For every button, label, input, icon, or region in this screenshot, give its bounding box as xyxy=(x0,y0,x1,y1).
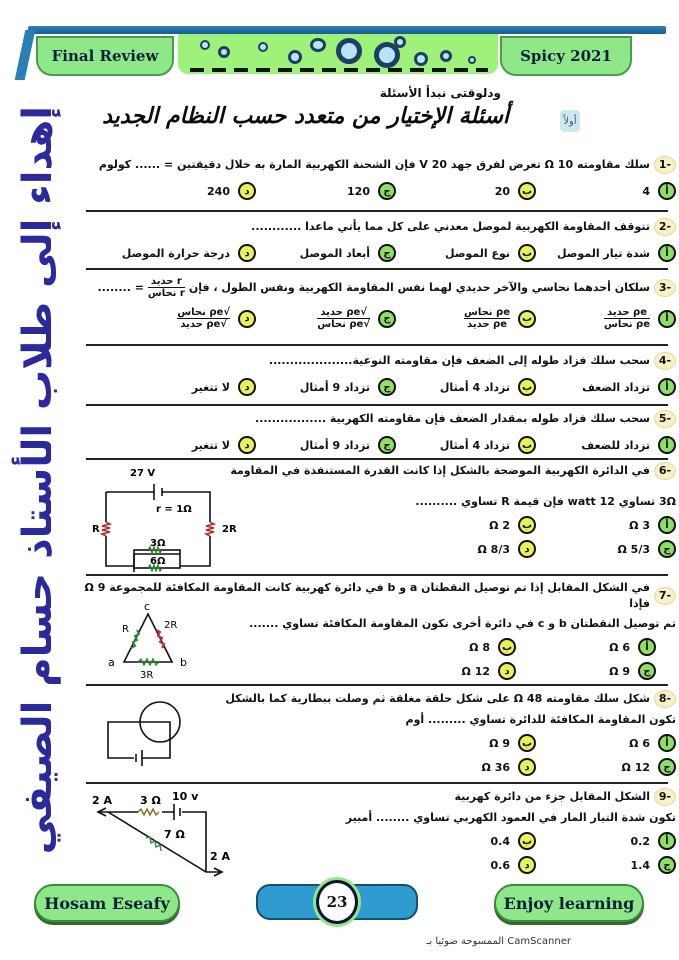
fraction-den: √ρe حديد xyxy=(180,319,227,330)
option-d[interactable] xyxy=(116,307,256,330)
option-bubble-d: د xyxy=(238,310,256,328)
question-number: -6 xyxy=(654,462,676,480)
option-label: لا تتغير xyxy=(191,380,230,394)
option-bubble-b: ب xyxy=(518,244,536,262)
fraction-den: ρe حديد xyxy=(467,319,507,330)
question-text: تتوقف المقاومة الكهربية لموصل معدني على كل مما يأتي ماعدا ............ xyxy=(251,220,650,233)
fraction-den: ρe نحاس xyxy=(604,319,650,330)
option-bubble-d: د xyxy=(518,856,536,874)
fraction-num: ρe نحاس xyxy=(464,307,510,318)
svg-text:2R: 2R xyxy=(164,620,178,631)
option-d[interactable] xyxy=(116,436,256,454)
option-bubble-a: أ xyxy=(658,310,676,328)
option-label: شدة تيار الموصل xyxy=(556,246,650,260)
question-number: -9 xyxy=(654,788,676,806)
question-subtext: 3Ω تساوي 12 watt فإن قيمة R تساوي .......... xyxy=(415,495,676,508)
scanner-watermark: الممسوحة ضوئيا بـ CamScanner xyxy=(426,936,571,947)
option-label: تزداد 9 أمثال xyxy=(299,438,370,452)
option-bubble-b: ب xyxy=(518,734,536,752)
svg-text:2 A: 2 A xyxy=(210,850,230,863)
option-label: 1.4 xyxy=(630,858,650,872)
option-bubble-a: أ xyxy=(658,832,676,850)
question-4 xyxy=(86,352,676,396)
option-label: 6 Ω xyxy=(629,736,650,750)
divider xyxy=(86,782,668,784)
question-text: شكل سلك مقاومته Ω 48 على شكل حلقة مغلقة ثم وصلت ببطارية كما بالشكل xyxy=(225,692,650,705)
ratio-fraction xyxy=(148,276,185,299)
svg-text:c: c xyxy=(144,600,151,613)
partial-circuit-diagram xyxy=(92,790,232,880)
option-label: 0.2 xyxy=(630,834,650,848)
option-bubble-a: أ xyxy=(658,378,676,396)
option-label: 4 xyxy=(642,184,650,198)
option-b[interactable] xyxy=(396,516,536,534)
dashed-line xyxy=(190,68,488,72)
option-label: 12 Ω xyxy=(461,664,490,678)
option-label: 8 Ω xyxy=(469,640,490,654)
option-b[interactable] xyxy=(396,436,536,454)
option-a[interactable] xyxy=(516,638,656,656)
ring-decoration xyxy=(218,46,230,58)
option-fraction xyxy=(464,307,510,330)
question-2 xyxy=(86,218,676,262)
divider xyxy=(86,684,668,686)
option-bubble-d: د xyxy=(518,540,536,558)
option-fraction xyxy=(317,307,370,330)
option-a[interactable] xyxy=(536,734,676,752)
option-bubble-b: ب xyxy=(518,310,536,328)
option-bubble-c: ج xyxy=(378,182,396,200)
option-label: 6 Ω xyxy=(609,640,630,654)
option-bubble-a: أ xyxy=(658,516,676,534)
option-label: درجة حرارة الموصل xyxy=(121,246,230,260)
ring-decoration xyxy=(440,50,452,62)
option-a[interactable] xyxy=(536,436,676,454)
ratio-suffix: = ........ xyxy=(97,280,144,294)
question-3 xyxy=(86,276,676,330)
option-label: 240 xyxy=(207,184,230,198)
divider xyxy=(86,404,668,406)
question-number: -7 xyxy=(654,587,676,605)
decorative-band xyxy=(178,34,498,74)
option-bubble-d: د xyxy=(238,436,256,454)
fraction-num: √ρe حديد xyxy=(320,307,367,318)
option-a[interactable] xyxy=(536,516,676,534)
option-label: نوع الموصل xyxy=(445,246,510,260)
option-c[interactable] xyxy=(536,856,676,874)
ring-battery-diagram xyxy=(100,694,200,774)
ring-decoration xyxy=(394,36,406,48)
ring-decoration xyxy=(200,40,210,50)
question-number: -8 xyxy=(654,690,676,708)
question-number: -1 xyxy=(654,156,676,174)
ring-decoration xyxy=(288,50,302,64)
option-a[interactable] xyxy=(536,307,676,330)
question-number: -2 xyxy=(654,218,676,236)
option-label: 2 Ω xyxy=(489,518,510,532)
option-bubble-c: ج xyxy=(378,244,396,262)
option-bubble-b: ب xyxy=(518,182,536,200)
svg-text:7 Ω: 7 Ω xyxy=(164,828,185,841)
fraction-den: r نحاس xyxy=(147,288,185,299)
option-label: 36 Ω xyxy=(481,760,510,774)
option-bubble-c: ج xyxy=(658,540,676,558)
option-a[interactable] xyxy=(536,244,676,262)
option-d[interactable] xyxy=(116,244,256,262)
question-subtext: تكون المقاومة المكافئة للدائرة تساوي ......... أوم xyxy=(405,713,676,726)
svg-text:3Ω: 3Ω xyxy=(150,538,166,549)
option-c[interactable] xyxy=(256,182,396,200)
option-label: 0.6 xyxy=(490,858,510,872)
option-d[interactable] xyxy=(396,758,536,776)
option-d[interactable] xyxy=(116,378,256,396)
option-bubble-d: د xyxy=(238,182,256,200)
option-bubble-c: ج xyxy=(638,662,656,680)
divider xyxy=(86,574,668,576)
option-b[interactable] xyxy=(396,182,536,200)
ring-decoration xyxy=(310,38,326,52)
page-number: 23 xyxy=(316,880,358,924)
option-label: 20 xyxy=(494,184,510,198)
option-label: 5/3 Ω xyxy=(617,542,650,556)
ring-decoration xyxy=(336,38,362,64)
question-text: سلكان أحدهما نحاسي والآخر حديدي لهما نفس المقاومة الكهربية ونفس الطول ، فإن xyxy=(188,280,650,294)
option-fraction xyxy=(604,307,650,330)
svg-text:b: b xyxy=(180,656,187,669)
question-number: -3 xyxy=(654,279,676,297)
author-label: Hosam Eseafy xyxy=(34,884,180,922)
option-c[interactable] xyxy=(536,758,676,776)
question-subtext: تكون شدة التيار المار في العمود الكهربي تساوي ........ أمبير xyxy=(345,811,676,824)
option-bubble-a: أ xyxy=(658,182,676,200)
option-d[interactable] xyxy=(376,662,516,680)
question-5 xyxy=(86,410,676,454)
option-label: تزداد للضعف xyxy=(581,438,650,452)
option-label: تزداد 4 أمثال xyxy=(439,380,510,394)
intro-text: ودلوقتى نبدأ الأسئلة xyxy=(379,86,501,100)
fraction-num: r حديد xyxy=(150,276,182,287)
triangle-resistor-diagram xyxy=(98,598,208,682)
header-top-rule xyxy=(28,26,666,34)
side-dedication xyxy=(8,90,68,870)
header-rule-tip xyxy=(15,30,36,80)
enjoy-learning-label: Enjoy learning xyxy=(494,884,644,922)
option-label: 3 Ω xyxy=(629,518,650,532)
option-label: 8/3 Ω xyxy=(477,542,510,556)
option-label: 12 Ω xyxy=(621,760,650,774)
option-bubble-b: ب xyxy=(518,436,536,454)
question-1 xyxy=(86,156,676,200)
option-d[interactable] xyxy=(116,182,256,200)
option-bubble-a: أ xyxy=(658,436,676,454)
divider xyxy=(86,458,668,460)
emf-label: 27 V xyxy=(130,468,156,479)
option-d[interactable] xyxy=(396,856,536,874)
option-bubble-d: د xyxy=(238,244,256,262)
final-review-label: Final Review xyxy=(36,36,174,76)
option-bubble-b: ب xyxy=(498,638,516,656)
divider xyxy=(86,344,668,346)
option-b[interactable] xyxy=(396,832,536,850)
title-badge: أولاً xyxy=(560,110,580,132)
option-bubble-c: ج xyxy=(658,856,676,874)
svg-text:R: R xyxy=(122,624,129,635)
ring-decoration xyxy=(468,56,476,64)
option-b[interactable] xyxy=(396,244,536,262)
option-label: تزداد 9 أمثال xyxy=(299,380,370,394)
option-bubble-b: ب xyxy=(518,516,536,534)
option-label: تزداد 4 أمثال xyxy=(439,438,510,452)
option-bubble-a: أ xyxy=(638,638,656,656)
option-bubble-c: ج xyxy=(378,310,396,328)
option-b[interactable] xyxy=(376,638,516,656)
option-c[interactable] xyxy=(256,378,396,396)
option-label: 9 Ω xyxy=(609,664,630,678)
ring-decoration xyxy=(258,42,268,52)
option-a[interactable] xyxy=(536,378,676,396)
option-fraction xyxy=(177,307,230,330)
svg-text:2 A: 2 A xyxy=(92,794,112,807)
option-bubble-a: أ xyxy=(658,734,676,752)
option-label: تزداد الضعف xyxy=(582,380,650,394)
option-b[interactable] xyxy=(396,378,536,396)
option-bubble-b: ب xyxy=(518,832,536,850)
option-d[interactable] xyxy=(396,540,536,558)
svg-text:2R: 2R xyxy=(222,524,237,535)
svg-text:R: R xyxy=(92,524,100,535)
spicy-2021-label: Spicy 2021 xyxy=(500,36,632,76)
divider xyxy=(86,268,668,270)
option-c[interactable] xyxy=(516,662,656,680)
svg-text:r = 1Ω: r = 1Ω xyxy=(156,504,192,515)
fraction-num: √ρe نحاس xyxy=(177,307,230,318)
question-number: -5 xyxy=(654,410,676,428)
option-bubble-d: د xyxy=(238,378,256,396)
question-text: سحب سلك فزاد طوله إلى الضعف فإن مقاومته النوعية.................... xyxy=(268,354,650,367)
question-text: سحب سلك فزاد طوله بمقدار الضعف فإن مقاومته الكهربية ................. xyxy=(255,412,650,425)
option-b[interactable] xyxy=(396,734,536,752)
option-label: 9 Ω xyxy=(489,736,510,750)
svg-text:3R: 3R xyxy=(140,670,154,681)
svg-text:10 v: 10 v xyxy=(172,790,199,803)
svg-text:a: a xyxy=(108,656,115,669)
option-b[interactable] xyxy=(396,307,536,330)
divider xyxy=(86,210,668,212)
option-label: 0.4 xyxy=(490,834,510,848)
question-text: سلك مقاومته Ω 10 تعرض لفرق جهد V 20 فإن الشحنة الكهربية المارة به خلال دقيقتين = ...... كولوم xyxy=(98,158,650,171)
option-bubble-d: د xyxy=(518,758,536,776)
svg-text:6Ω: 6Ω xyxy=(150,556,166,567)
question-text: الشكل المقابل جزء من دائرة كهربية xyxy=(454,790,650,803)
option-bubble-d: د xyxy=(498,662,516,680)
question-number: -4 xyxy=(654,352,676,370)
option-bubble-a: أ xyxy=(658,244,676,262)
option-label: أبعاد الموصل xyxy=(299,246,370,260)
option-bubble-c: ج xyxy=(378,378,396,396)
side-dedication-text: إهداء إلى طلاب الأستاذ حسام الصيفي xyxy=(15,105,61,855)
question-text: في الدائرة الكهربية الموضحة بالشكل إذا كانت القدرة المستنفذة في المقاومة xyxy=(230,464,650,477)
option-bubble-b: ب xyxy=(518,378,536,396)
option-c[interactable] xyxy=(536,540,676,558)
ring-decoration xyxy=(414,52,428,66)
option-bubble-c: ج xyxy=(658,758,676,776)
option-label: لا تتغير xyxy=(191,438,230,452)
question-text: في الشكل المقابل إذا تم توصيل النقطتان a و b في دائرة كهربية كانت المقاومة المكافئة للمجموعة Ω 9 فإذا xyxy=(84,581,650,610)
fraction-num: ρe حديد xyxy=(607,307,647,318)
circuit-diagram-q6 xyxy=(92,462,262,572)
option-a[interactable] xyxy=(536,182,676,200)
option-c[interactable] xyxy=(256,436,396,454)
option-c[interactable] xyxy=(256,244,396,262)
fraction-den: √ρe نحاس xyxy=(317,319,370,330)
question-subtext: تم توصيل النقطتان b و c في دائرة أخرى تكون المقاومة المكافئة تساوي ....... xyxy=(249,617,676,630)
option-a[interactable] xyxy=(536,832,676,850)
option-label: 120 xyxy=(347,184,370,198)
svg-text:3 Ω: 3 Ω xyxy=(140,794,161,807)
option-bubble-c: ج xyxy=(378,436,396,454)
page-title: أسئلة الإختيار من متعدد حسب النظام الجديد xyxy=(102,104,509,129)
option-c[interactable] xyxy=(256,307,396,330)
